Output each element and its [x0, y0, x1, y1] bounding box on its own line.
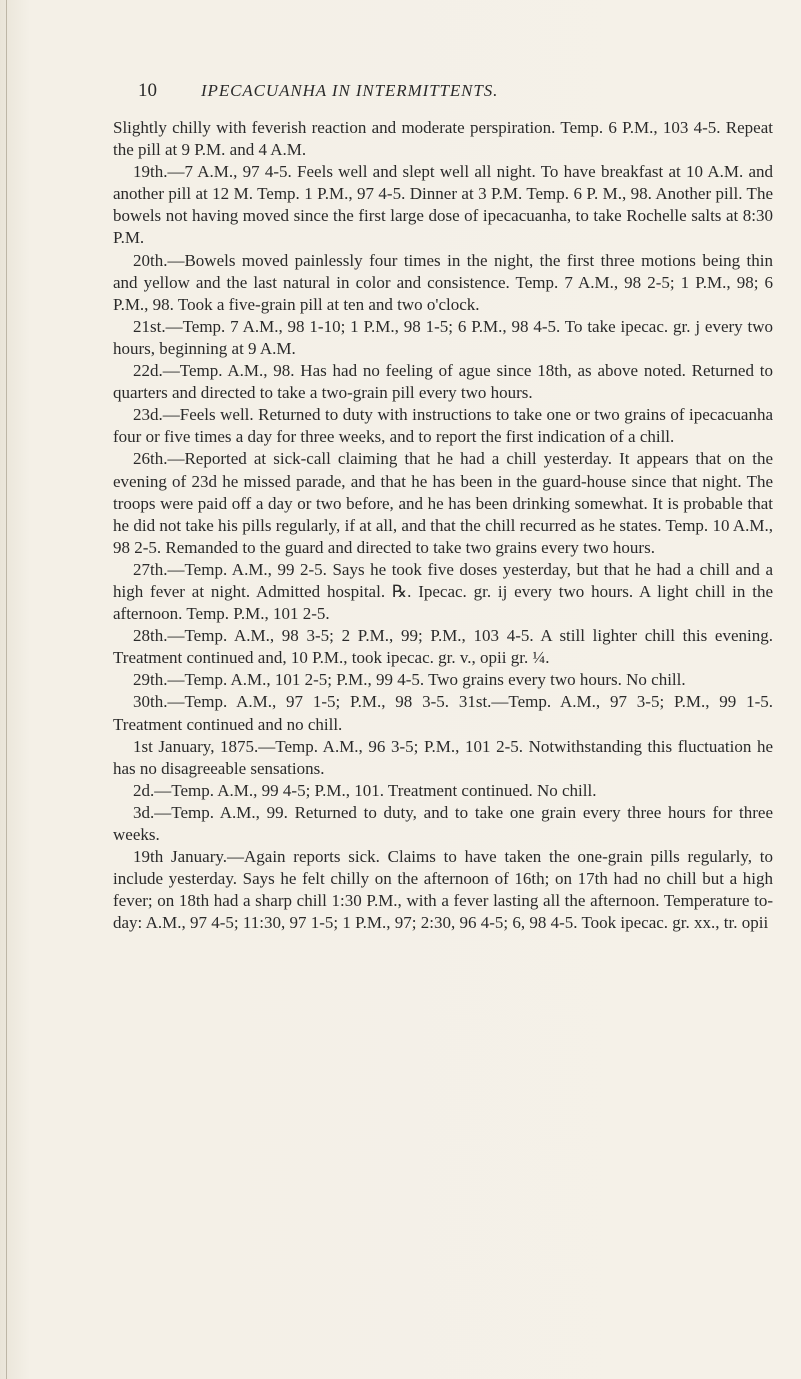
paragraph: 1st January, 1875.—Temp. A.M., 96 3-5; P.M., 101 2-5. Notwithstanding this fluctuation he has no disagreeable sensations.	[113, 736, 773, 778]
body-text	[113, 117, 773, 934]
paragraph: 19th.—7 A.M., 97 4-5. Feels well and slept well all night. To have breakfast at 10 A.M. and another pill at 12 M. Temp. 1 P.M., 97 4-5. Dinner at 3 P.M. Temp. 6 P. M., 98. Another pill. The bowels not having moved since the first large dose of ipecacuanha, to take Rochelle salts at 8:30 P.M.	[113, 162, 773, 248]
running-title: IPECACUANHA IN INTERMITTENTS.	[201, 81, 499, 100]
paragraph: 22d.—Temp. A.M., 98. Has had no feeling of ague since 18th, as above noted. Returned to quarters and directed to take a two-grain pill every two hours.	[113, 361, 773, 403]
paragraph: 23d.—Feels well. Returned to duty with instructions to take one or two grains of ipecacuanha four or five times a day for three weeks, and to report the first indication of a chill.	[113, 405, 773, 447]
paragraph: 2d.—Temp. A.M., 99 4-5; P.M., 101. Treatment continued. No chill.	[133, 780, 597, 800]
paragraph: 26th.—Reported at sick-call claiming that he had a chill yesterday. It appears that on the evening of 23d he missed parade, and that he has been in the guard-house since that night. The troops were paid off a day or two before, and he has been drinking somewhat. It is probable that he did not take his pills regularly, if at all, and that the chill recurred as he states. Temp. 10 A.M., 98 2-5. Remanded to the guard and directed to take two grains every two hours.	[113, 449, 773, 557]
paragraph: 21st.—Temp. 7 A.M., 98 1-10; 1 P.M., 98 1-5; 6 P.M., 98 4-5. To take ipecac. gr. j every two hours, beginning at 9 A.M.	[113, 316, 773, 358]
page-number: 10	[138, 80, 157, 101]
paragraph: 27th.—Temp. A.M., 99 2-5. Says he took five doses yesterday, but that he had a chill and a high fever at night. Admitted hospital. ℞. Ipecac. gr. ij every two hours. A light chill in the afternoon. Temp. P.M., 101 2-5.	[113, 559, 773, 624]
paragraph: 29th.—Temp. A.M., 101 2-5; P.M., 99 4-5. Two grains every two hours. No chill.	[133, 670, 686, 690]
paragraph: 3d.—Temp. A.M., 99. Returned to duty, and to take one grain every three hours for three weeks.	[113, 802, 773, 844]
paragraph: 28th.—Temp. A.M., 98 3-5; 2 P.M., 99; P.M., 103 4-5. A still lighter chill this evening. Treatment continued and, 10 P.M., took ipecac. gr. v., opii gr. ¼.	[113, 626, 773, 668]
paragraph: 30th.—Temp. A.M., 97 1-5; P.M., 98 3-5. 31st.—Temp. A.M., 97 3-5; P.M., 99 1-5. Treatment continued and no chill.	[113, 692, 773, 734]
binding-edge	[6, 0, 7, 1379]
paragraph: Slightly chilly with feverish reaction and moderate perspiration. Temp. 6 P.M., 103 4-5. Repeat the pill at 9 P.M. and 4 A.M.	[113, 118, 773, 160]
page-header	[113, 80, 773, 104]
paragraph: 19th January.—Again reports sick. Claims to have taken the one-grain pills regularly, to include yesterday. Says he felt chilly on the afternoon of 16th; on 17th had no chill but a high fever; on 18th had a sharp chill 1:30 P.M., with a fever lasting all the afternoon. Temperature to-day: A.M., 97 4-5; 11:30, 97 1-5; 1 P.M., 97; 2:30, 96 4-5; 6, 98 4-5. Took ipecac. gr. xx., tr. opii	[113, 847, 773, 933]
paragraph: 20th.—Bowels moved painlessly four times in the night, the first three motions being thin and yellow and the last natural in color and consistence. Temp. 7 A.M., 98 2-5; 1 P.M., 98; 6 P.M., 98. Took a five-grain pill at ten and two o'clock.	[113, 250, 773, 314]
